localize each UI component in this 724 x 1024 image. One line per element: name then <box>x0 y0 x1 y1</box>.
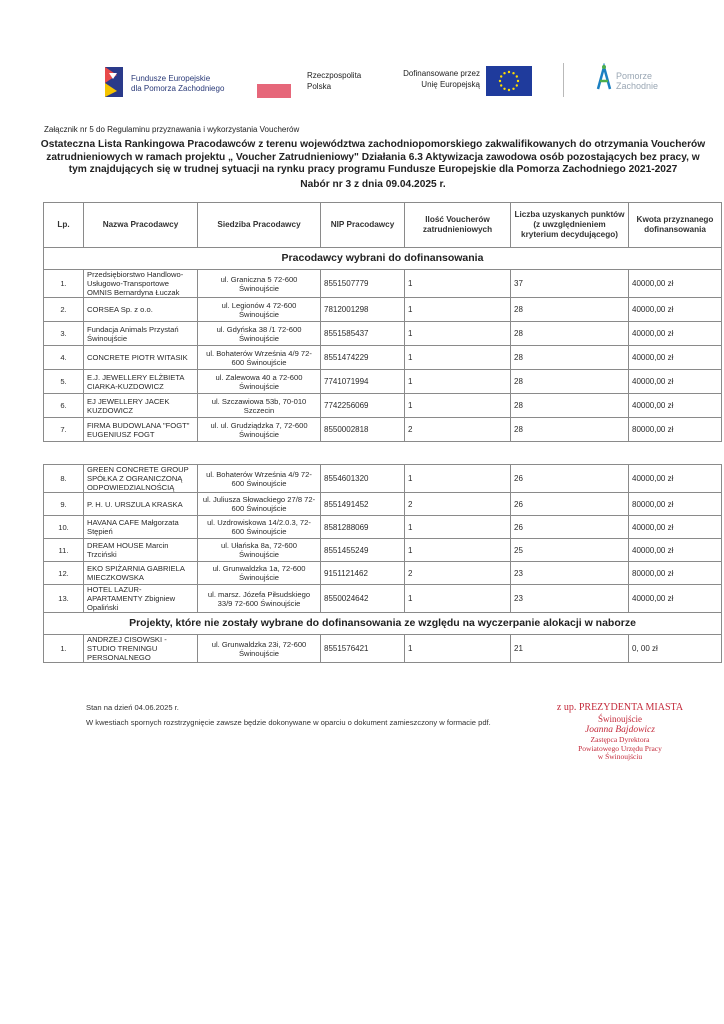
cell-name: EJ JEWELLERY JACEK KUZDOWICZ <box>84 394 198 418</box>
col-name-header: Nazwa Pracodawcy <box>84 203 198 248</box>
cell-count: 1 <box>405 322 511 346</box>
cell-points: 28 <box>511 394 629 418</box>
col-lp-header: Lp. <box>44 203 84 248</box>
cell-lp: 10. <box>44 516 84 539</box>
fundusze-europejskie-logo <box>103 65 238 105</box>
table-row <box>44 298 722 322</box>
table-row <box>44 585 722 613</box>
cell-lp: 8. <box>44 465 84 493</box>
table-row <box>44 562 722 585</box>
eu-logo-line1: Dofinansowane przez <box>403 69 480 78</box>
cell-points: 23 <box>511 562 629 585</box>
table-row <box>44 635 722 663</box>
cell-name: CORSEA Sp. z o.o. <box>84 298 198 322</box>
table-row <box>44 418 722 442</box>
cell-amount: 40000,00 zł <box>629 465 722 493</box>
document-title: Ostateczna Lista Rankingowa Pracodawców z terenu województwa zachodniopomorskiego zakwalifikowanych do otrzymania Voucherów zatrudnieniowych w ramach projektu „ Voucher Zatrudnieniowy" Działania 6.3 Aktywizacja zawodowa osób pozostających bez pracy, w tym znajdujących się w trudnej sytuacji na rynku pracy programu Fundusze Europejskie dla Pomorza Zachodniego 2021-2027 <box>40 139 706 175</box>
cell-count: 1 <box>405 298 511 322</box>
signature: Joanna Bajdowicz <box>585 725 655 735</box>
table-row <box>44 322 722 346</box>
cell-amount: 40000,00 zł <box>629 585 722 613</box>
table-row <box>44 493 722 516</box>
cell-seat: ul. ul. Grudziądzka 7, 72-600 Świnoujście <box>198 418 321 442</box>
cell-nip: 8551576421 <box>321 635 405 663</box>
cell-nip: 9151121462 <box>321 562 405 585</box>
cell-points: 23 <box>511 585 629 613</box>
cell-nip: 8550002818 <box>321 418 405 442</box>
cell-count: 2 <box>405 493 511 516</box>
cell-nip: 8551585437 <box>321 322 405 346</box>
cell-nip: 8581288069 <box>321 516 405 539</box>
cell-count: 1 <box>405 394 511 418</box>
col-amount-header: Kwota przyznanego dofinansowania <box>629 203 722 248</box>
cell-seat: ul. Bohaterów Września 4/9 72-600 Świnoujście <box>198 465 321 493</box>
fe-logo-line2: dla Pomorza Zachodniego <box>131 84 225 93</box>
section-row <box>44 613 722 635</box>
header-divider <box>563 63 564 97</box>
section-not-selected-heading: Projekty, które nie zostały wybrane do dofinansowania ze względu na wyczerpanie alokacji w naborze <box>44 613 722 635</box>
cell-points: 28 <box>511 418 629 442</box>
stamp-line1: z up. PREZYDENTA MIASTA <box>556 702 684 713</box>
cell-count: 1 <box>405 270 511 298</box>
table-row <box>44 370 722 394</box>
cell-seat: ul. Juliusza Słowackiego 27/8 72-600 Świnoujście <box>198 493 321 516</box>
ranking-table-part2 <box>43 464 722 663</box>
cell-lp: 9. <box>44 493 84 516</box>
cell-name: HOTEL LAZUR-APARTAMENTY Zbigniew Opaliński <box>84 585 198 613</box>
cell-amount: 40000,00 zł <box>629 516 722 539</box>
cell-amount: 0, 00 zł <box>629 635 722 663</box>
cell-nip: 8551507779 <box>321 270 405 298</box>
cell-points: 28 <box>511 322 629 346</box>
cell-lp: 1. <box>44 635 84 663</box>
rp-logo-line2: Polska <box>307 82 332 91</box>
cell-seat: ul. Szczawiowa 53b, 70-010 Szczecin <box>198 394 321 418</box>
cell-lp: 6. <box>44 394 84 418</box>
cell-count: 1 <box>405 465 511 493</box>
cell-lp: 12. <box>44 562 84 585</box>
cell-nip: 7741071994 <box>321 370 405 394</box>
table-row <box>44 394 722 418</box>
ranking-table-part1 <box>43 202 722 442</box>
date-note: Stan na dzień 04.06.2025 r. <box>86 703 179 712</box>
table-row <box>44 539 722 562</box>
cell-lp: 13. <box>44 585 84 613</box>
cell-name: ANDRZEJ CISOWSKI - STUDIO TRENINGU PERSONALNEGO <box>84 635 198 663</box>
cell-name: Przedsiębiorstwo Handlowo-Usługowo-Transportowe OMNIS Bernardyna Łuczak <box>84 270 198 298</box>
dispute-note: W kwestiach spornych rozstrzygnięcie zawsze będzie dokonywane w oparciu o dokument zamieszczony w formacie pdf. <box>86 718 491 727</box>
cell-points: 26 <box>511 465 629 493</box>
cell-lp: 4. <box>44 346 84 370</box>
eu-logo-line2: Unię Europejską <box>421 80 480 89</box>
cell-lp: 11. <box>44 539 84 562</box>
cell-count: 1 <box>405 346 511 370</box>
cell-points: 21 <box>511 635 629 663</box>
rzeczpospolita-polska-logo <box>257 70 367 102</box>
cell-amount: 80000,00 zł <box>629 418 722 442</box>
cell-points: 26 <box>511 493 629 516</box>
cell-count: 1 <box>405 635 511 663</box>
table-row <box>44 270 722 298</box>
cell-points: 28 <box>511 346 629 370</box>
cell-name: Fundacja Animals Przystań Świnoujście <box>84 322 198 346</box>
cell-points: 25 <box>511 539 629 562</box>
cell-seat: ul. Graniczna 5 72-600 Świnoujście <box>198 270 321 298</box>
col-count-header: Ilość Voucherów zatrudnieniowych <box>405 203 511 248</box>
pomorze-zachodnie-logo <box>594 63 674 95</box>
cell-name: DREAM HOUSE Marcin Trzciński <box>84 539 198 562</box>
cell-amount: 80000,00 zł <box>629 562 722 585</box>
cell-count: 1 <box>405 516 511 539</box>
cell-name: E.J. JEWELLERY ELŻBIETA CIARKA-KUZDOWICZ <box>84 370 198 394</box>
cell-amount: 40000,00 zł <box>629 346 722 370</box>
cell-nip: 8551455249 <box>321 539 405 562</box>
cell-count: 1 <box>405 585 511 613</box>
cell-seat: ul. Ułańska 8a, 72-600 Świnoujście <box>198 539 321 562</box>
cell-amount: 80000,00 zł <box>629 493 722 516</box>
stamp-line5: w Świnoujściu <box>597 752 643 761</box>
polish-flag-icon <box>257 84 291 98</box>
eu-cofinanced-logo <box>390 66 532 98</box>
table-row <box>44 516 722 539</box>
cell-seat: ul. Bohaterów Września 4/9 72-600 Świnoujście <box>198 346 321 370</box>
fe-logo-line1: Fundusze Europejskie <box>131 74 211 83</box>
cell-name: CONCRETE PIOTR WITASIK <box>84 346 198 370</box>
fe-logo-icon <box>103 65 125 99</box>
cell-seat: ul. marsz. Józefa Piłsudskiego 33/9 72-600 Świnoujście <box>198 585 321 613</box>
rp-logo-line1: Rzeczpospolita <box>307 71 362 80</box>
cell-count: 1 <box>405 539 511 562</box>
official-stamp <box>545 702 695 772</box>
cell-nip: 8551491452 <box>321 493 405 516</box>
cell-amount: 40000,00 zł <box>629 539 722 562</box>
col-seat-header: Siedziba Pracodawcy <box>198 203 321 248</box>
cell-count: 2 <box>405 418 511 442</box>
cell-nip: 8554601320 <box>321 465 405 493</box>
attachment-note: Załącznik nr 5 do Regulaminu przyznawania i wykorzystania Voucherów <box>44 125 300 134</box>
cell-name: EKO SPIŻARNIA GABRIELA MIECZKOWSKA <box>84 562 198 585</box>
cell-nip: 8551474229 <box>321 346 405 370</box>
cell-nip: 7812001298 <box>321 298 405 322</box>
cell-count: 1 <box>405 370 511 394</box>
table-header-row <box>44 203 722 248</box>
cell-nip: 8550024642 <box>321 585 405 613</box>
cell-points: 28 <box>511 298 629 322</box>
cell-name: P. H. U. URSZULA KRASKA <box>84 493 198 516</box>
cell-amount: 40000,00 zł <box>629 322 722 346</box>
pz-logo-line1: Pomorze <box>616 71 653 81</box>
cell-lp: 3. <box>44 322 84 346</box>
cell-amount: 40000,00 zł <box>629 270 722 298</box>
cell-seat: ul. Gdyńska 38 /1 72-600 Świnoujście <box>198 322 321 346</box>
cell-amount: 40000,00 zł <box>629 298 722 322</box>
cell-points: 26 <box>511 516 629 539</box>
cell-seat: ul. Grunwaldzka 23i, 72-600 Świnoujście <box>198 635 321 663</box>
cell-amount: 40000,00 zł <box>629 370 722 394</box>
cell-seat: ul. Legionów 4 72-600 Świnoujście <box>198 298 321 322</box>
cell-lp: 7. <box>44 418 84 442</box>
pz-logo-line2: Zachodnie <box>616 81 659 91</box>
cell-count: 2 <box>405 562 511 585</box>
cell-points: 28 <box>511 370 629 394</box>
eu-flag-icon <box>486 66 532 96</box>
col-nip-header: NIP Pracodawcy <box>321 203 405 248</box>
cell-seat: ul. Zalewowa 40 a 72-600 Świnoujście <box>198 370 321 394</box>
pomorze-zachodnie-icon <box>594 63 614 93</box>
stamp-line2: Świnoujście <box>598 714 642 724</box>
stamp-line4: Powiatowego Urzędu Pracy <box>578 743 662 753</box>
table-row <box>44 346 722 370</box>
document-subtitle: Nabór nr 3 z dnia 09.04.2025 r. <box>300 179 446 190</box>
cell-lp: 2. <box>44 298 84 322</box>
cell-nip: 7742256069 <box>321 394 405 418</box>
cell-name: GREEN CONCRETE GROUP SPÓŁKA Z OGRANICZONĄ ODPOWIEDZIALNOŚCIĄ <box>84 465 198 493</box>
cell-lp: 5. <box>44 370 84 394</box>
cell-seat: ul. Uzdrowiskowa 14/2.0.3, 72-600 Świnoujście <box>198 516 321 539</box>
cell-points: 37 <box>511 270 629 298</box>
cell-seat: ul. Grunwaldzka 1a, 72-600 Świnoujście <box>198 562 321 585</box>
section-selected-heading: Pracodawcy wybrani do dofinansowania <box>44 248 722 270</box>
col-points-header: Liczba uzyskanych punktów (z uwzględnieniem kryterium decydującego) <box>511 203 629 248</box>
stamp-line3: Zastępca Dyrektora <box>590 735 650 744</box>
table-row <box>44 465 722 493</box>
cell-amount: 40000,00 zł <box>629 394 722 418</box>
cell-name: FIRMA BUDOWLANA "FOGT" EUGENIUSZ FOGT <box>84 418 198 442</box>
section-row <box>44 248 722 270</box>
cell-name: HAVANA CAFE Małgorzata Stępień <box>84 516 198 539</box>
cell-lp: 1. <box>44 270 84 298</box>
